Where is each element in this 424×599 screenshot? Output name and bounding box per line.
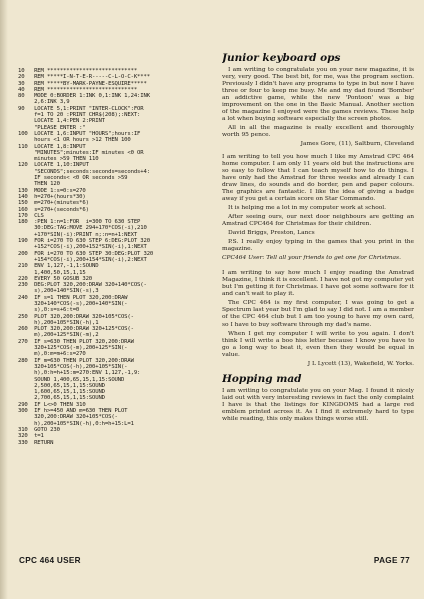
listing-line: 320 t=1 <box>18 433 44 440</box>
listing-line: 270 IF s=630 THEN PLOT 320,200:DRAW <box>18 338 134 345</box>
listing-line: 160 s=270+(seconds*6) <box>18 206 89 213</box>
listing-line: 10 REM **************************** <box>18 68 138 74</box>
listing-line: f=1 TO 20 :PRINT CHR$(208);:NEXT: <box>18 112 141 119</box>
listing-line: +152*COS(-i),200+152*SIN(-i),1:NEXT <box>18 244 147 251</box>
listing-line: 320+105*COS(-h),200+105*SIN(- <box>18 363 128 370</box>
listing-line: 310 GOTO 230 <box>18 426 60 433</box>
listing-line: 230 DEG:PLOT 320,200:DRAW 320+140*COS(- <box>18 282 147 289</box>
listing-line: 110 LOCATE 1,8:INPUT <box>18 143 86 150</box>
letter-signature: James Gore, (11), Saltburn, Cleveland <box>300 141 414 148</box>
listing-line: 100 LOCATE 1,6:INPUT "HOURS";hours:IF <box>18 130 141 137</box>
listing-line: 190 FOR i=270 TO 630 STEP 6:DEG:PLOT 320 <box>18 238 150 245</box>
listing-line: LOCATE 1,4:PEN 2:PRINT <box>18 118 105 125</box>
listing-line: s),0:s=s+6:t=0 <box>18 307 80 314</box>
listing-line: 130 MODE 1:s=0:s=270 <box>18 187 86 194</box>
letter-paragraph: It is helping me a lot in my computer work at school. <box>228 204 387 211</box>
listing-line: 40 REM **************************** <box>18 86 138 93</box>
listing-line: m),0:m=m+6:s=270 <box>18 351 86 358</box>
listing-line: IF seconds< <0 OR seconds >59 <box>18 175 128 182</box>
listing-line: 210 ENV 1,127,-1,1:SOUND <box>18 263 99 270</box>
listing-line: 80 MODE 0:BORDER 1:INK 0,1:INK 1,24:INK <box>18 93 150 100</box>
listing-line: 2,700,65,15,1,15:SOUND <box>18 395 105 402</box>
listing-line: 20 REM *****I-N-T-E-R-----C-L-O-C-K**** <box>18 74 150 81</box>
listing-line: THEN 120 <box>18 181 60 188</box>
listing-line: "SECONDS";seconds:seconds=seconds+4: <box>18 168 150 175</box>
listing-line: 2,500,65,15,1,15:SOUND <box>18 382 105 389</box>
listing-line: 240 IF s=1 THEN PLOT 320,200:DRAW <box>18 294 128 301</box>
listing-line: 30:DEG:TAG:MOVE 294+170*COS(-i),210 <box>18 225 147 232</box>
letter-paragraph: After seeing ours, our next door neighbours are getting an Amstrad CPC464 for Christmas for their children. <box>222 213 414 227</box>
page-binding-shadow <box>0 0 8 599</box>
letter-signature: David Briggs, Preston, Lancs <box>228 229 315 236</box>
letter-paragraph: P.S. I really enjoy typing in the games that you print in the magazine. <box>222 239 414 253</box>
listing-line: 220 EVERY 50 GOSUB 320 <box>18 275 93 282</box>
editor-reply: CPC464 User: Tell all your friends to get one for Christmas. <box>222 255 401 262</box>
listing-line: 320,200:DRAW 320+105*COS(- <box>18 414 118 421</box>
footer-magazine-name: CPC 464 USER <box>19 556 81 565</box>
listing-line: 250 PLOT 320,200:DRAW 320+105*COS(- <box>18 313 134 320</box>
listing-line: 260 PLOT 320,200:DRAW 320+125*COS(- <box>18 326 134 333</box>
listing-line: 30 REM *****BY-MARK-PAYNE-ESQUIRE***** <box>18 80 147 87</box>
listing-line: 2,6:INK 3,9 <box>18 99 70 106</box>
listing-line: 200 FOR i=270 TO 630 STEP 30:DEG:PLOT 320 <box>18 250 154 257</box>
listing-line: 180 :PEN 1:n=1:FOR i=300 TO 630 STEP <box>18 219 141 226</box>
letter-paragraph: All in all the magazine is really excellent and thoroughly worth 95 pence. <box>222 125 414 139</box>
listing-line: s),200+140*SIN(-s),3 <box>18 288 99 295</box>
listing-line: h),200+105*SIN(-h),0:h=h+15:L=1 <box>18 420 134 427</box>
footer-page-number: PAGE 77 <box>373 556 410 565</box>
listing-line: 320+140*COS(-s),200+140*SIN(- <box>18 300 128 307</box>
listing-line: +154*COS(-i),200+154*SIN(-i),2:NEXT <box>18 256 147 263</box>
heading-junior-keyboard-ops: Junior keyboard ops <box>222 52 341 64</box>
listing-line: +170*SIN(-i):PRINT n;:n=n+1:NEXT <box>18 231 138 238</box>
listing-line: h),200+105*SIN(-h),1 <box>18 319 99 326</box>
letter-paragraph: I am writing to tell you how much I like my Amstrad CPC 464 home computer. I am only 11 years old but the instructions are so easy to follow that I can teach myself how to do things. I have only had the Amstrad for three weeks and already I can draw lines, do sounds and do border, pen and paper colours. The graphics are fantastic. I like the idea of giving a badge away if you get a certain score on Star Commando. <box>222 153 414 202</box>
listing-line: hours <1 OR hours >12 THEN 100 <box>18 137 131 144</box>
listing-line: m),200+125*SIN(-m),2 <box>18 332 99 339</box>
listing-line: 330 RETURN <box>18 439 54 446</box>
listing-line: minutes >59 THEN 110 <box>18 156 99 163</box>
listing-line: 150 m=270+(minutes*6) <box>18 200 89 207</box>
letter-paragraph: I am writing to congratulate you on your Mag. I found it nicely laid out with very interesting reviews in fact the only complaint I have is that the listings for KINGDOMS had a large red emblem printed across it. As I find it extremely hard to type while reading, this only makes things worse still. <box>222 387 414 422</box>
basic-program-listing <box>18 68 216 540</box>
listing-line: 120 LOCATE 1,10:INPUT <box>18 162 89 169</box>
heading-hopping-mad: Hopping mad <box>222 372 302 385</box>
listing-line: 170 CLS <box>18 212 44 219</box>
letter-paragraph: I am writing to congratulate you on your new magazine, it is very, very good. The best bit, for me, was the program section. Previously I didn't have any programs to type in but now I have three or four to keep me busy. Me and my dad found 'Bomber' an addictive game, while the new 'Pontoon' was a big improvement on the one in the Basic Manual. Another section of the magazine I enjoyed were the games reviews. These help a lot when buying software especially the screen photos. <box>222 67 414 123</box>
letter-signature: J L Lycett (13), Wakefield, W. Yorks. <box>307 360 414 367</box>
listing-line: 90 LOCATE 5,1:PRINT "INTER-CLOCK":FOR <box>18 105 144 112</box>
letter-paragraph: I am writing to say how much I enjoy reading the Amstrad Magazine, I think it is excellent. I have not got my computer yet but I'm getting it for Christmas. I have got some software for it and can't wait to play it. <box>222 270 414 298</box>
listing-line: "MINUTES";minutes:IF minutes <0 OR <box>18 149 144 156</box>
listing-line: 280 IF m=630 THEN PLOT 320,200:DRAW <box>18 357 134 364</box>
listing-line: SOUND 1,400,65,15,1,15:SOUND <box>18 376 125 383</box>
listing-line: 1,400,50,15,1,15 <box>18 269 86 276</box>
letters-column <box>222 52 414 522</box>
listing-line: 1,600,65,15,1,15:SOUND <box>18 389 105 396</box>
listing-line: 300 IF h>=450 AND m=630 THEN PLOT <box>18 408 128 415</box>
listing-line: 320+125*COS(-m),200+125*SIN(- <box>18 345 128 352</box>
listing-line: h),0:h=h+15:m=270:ENV 1,127,-1,9: <box>18 370 141 377</box>
listing-line: 140 h=270+(hours*30) <box>18 193 86 200</box>
listing-line: "PLEASE ENTER :" <box>18 124 86 131</box>
listing-line: 290 IF L<>0 THEN 310 <box>18 401 86 408</box>
letter-paragraph: When I get my computer I will write to you again. I don't think I will write a boo hiss letter because I know you have to go a long way to beat it, even then they would be equal in value. <box>222 330 414 358</box>
letter-paragraph: The CPC 464 is my first computer, I was going to get a Spectrum last year but I'm glad to say I did not. I am a member of the CPC 464 club but I am too young to have my own card, so I have to buy software through my dad's name. <box>222 300 414 328</box>
